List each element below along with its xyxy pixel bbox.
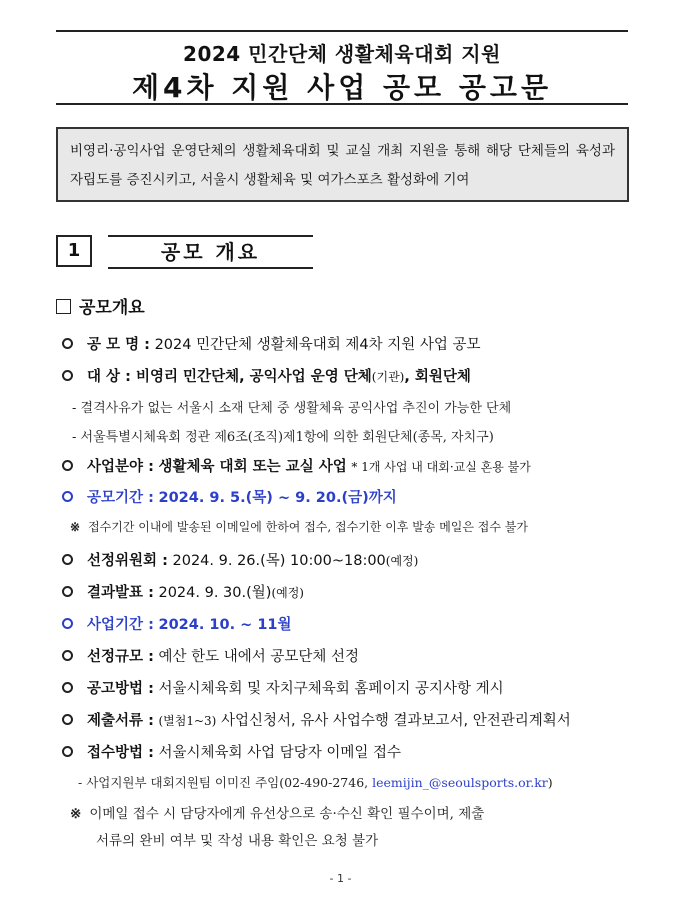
item-label: 결과발표 :: [87, 585, 154, 601]
period-note-text: 접수기간 이내에 발송된 이메일에 한하여 접수, 접수기한 이후 발송 메일은 접수 불가: [88, 520, 528, 534]
item-label: 제출서류 :: [87, 713, 154, 729]
summary-box: 비영리·공익사업 운영단체의 생활체육대회 및 교실 개최 지원을 통해 해당 단체들의 육성과 자립도를 증진시키고, 서울시 생활체육 및 여가스포츠 활성화에 기여: [56, 127, 629, 202]
item-documents: [62, 709, 571, 730]
item-note: * 1개 사업 내 대회·교실 혼용 불가: [351, 460, 531, 474]
item-value: 예산 한도 내에서 공모단체 선정: [158, 649, 360, 665]
contact-line: [78, 773, 553, 791]
item-value: 서울시체육회 사업 담당자 이메일 접수: [158, 745, 402, 761]
item-result: [62, 581, 304, 602]
final-note-line1: [70, 802, 484, 822]
item-label: 대 상 :: [87, 369, 131, 385]
item-label: 사업기간 :: [87, 617, 154, 633]
circle-bullet-icon: [62, 370, 73, 381]
section-number: 1: [56, 235, 92, 267]
item-label: 사업분야 :: [87, 459, 154, 475]
target-note-2: - 서울특별시체육회 정관 제6조(조직)제1항에 의한 회원단체(종목, 자치구): [72, 430, 494, 445]
item-value: 2024. 9. 30.(월): [158, 585, 272, 601]
target-note-1: - 결격사유가 없는 서울시 소재 단체 중 생활체육 공익사업 추진이 가능한 단체: [72, 401, 512, 416]
item-target: [62, 365, 471, 386]
item-label: 공고방법 :: [87, 681, 154, 697]
item-label: 선정위원회 :: [87, 553, 168, 569]
square-bullet-icon: [56, 299, 71, 314]
item-value: 2024 민간단체 생활체육대회 제4차 지원 사업 공모: [154, 337, 481, 353]
item-value: 비영리 민간단체, 공익사업 운영 단체: [135, 369, 372, 385]
item-value: 2024. 9. 5.(목) ~ 9. 20.(금)까지: [158, 490, 397, 506]
item-value-paren: (기관): [371, 370, 405, 384]
subsection-heading: [56, 293, 145, 318]
item-label: 공모기간 :: [87, 490, 154, 506]
item-value: 2024. 9. 26.(목) 10:00~18:00: [172, 553, 386, 569]
circle-bullet-icon: [62, 714, 73, 725]
document-title-line2: 제4차 지원 사업 공모 공고문: [131, 71, 552, 104]
final-note-line2: 서류의 완비 여부 및 작성 내용 확인은 요청 불가: [96, 833, 379, 849]
circle-bullet-icon: [62, 618, 73, 629]
period-note: [70, 518, 528, 535]
item-period: [62, 486, 397, 507]
item-note: (예정): [271, 586, 304, 600]
reference-mark: ※: [70, 806, 82, 822]
contact-text-end: ): [547, 775, 553, 790]
contact-text: - 사업지원부 대회지원팀 이미진 주임(02-490-2746,: [78, 775, 373, 790]
item-field: [62, 455, 531, 476]
item-value: 생활체육 대회 또는 교실 사업: [158, 459, 347, 475]
item-scale: [62, 645, 359, 666]
document-title-block: [56, 30, 628, 105]
item-committee: [62, 549, 418, 570]
item-label: 공 모 명 :: [87, 337, 150, 353]
circle-bullet-icon: [62, 554, 73, 565]
circle-bullet-icon: [62, 682, 73, 693]
circle-bullet-icon: [62, 338, 73, 349]
final-note-text-1: 이메일 접수 시 담당자에게 유선상으로 송·수신 확인 필수이며, 제출: [89, 806, 485, 822]
circle-bullet-icon: [62, 460, 73, 471]
item-note: (예정): [385, 554, 419, 568]
section-title: 공모 개요: [108, 235, 313, 269]
reference-mark: ※: [70, 520, 81, 534]
item-value: 사업신청서, 유사 사업수행 결과보고서, 안전관리계획서: [220, 713, 571, 729]
circle-bullet-icon: [62, 650, 73, 661]
circle-bullet-icon: [62, 746, 73, 757]
item-value: 2024. 10. ~ 11월: [158, 617, 292, 633]
item-value-tail: , 회원단체: [404, 369, 471, 385]
page-number: - 1 -: [329, 872, 352, 885]
subsection-heading-text: 공모개요: [79, 298, 145, 318]
circle-bullet-icon: [62, 491, 73, 502]
item-label: 접수방법 :: [87, 745, 154, 761]
item-label: 선정규모 :: [87, 649, 154, 665]
item-contest-name: [62, 333, 480, 354]
item-notice-method: [62, 677, 504, 698]
contact-email-link[interactable]: leemijin_@seoulsports.or.kr: [372, 775, 548, 790]
document-title-line1: 2024 민간단체 생활체육대회 지원: [183, 42, 501, 66]
item-project-period: [62, 613, 292, 634]
circle-bullet-icon: [62, 586, 73, 597]
item-submission-method: [62, 741, 401, 762]
item-note: (별첨1~3): [158, 714, 217, 728]
item-value: 서울시체육회 및 자치구체육회 홈페이지 공지사항 게시: [158, 681, 504, 697]
